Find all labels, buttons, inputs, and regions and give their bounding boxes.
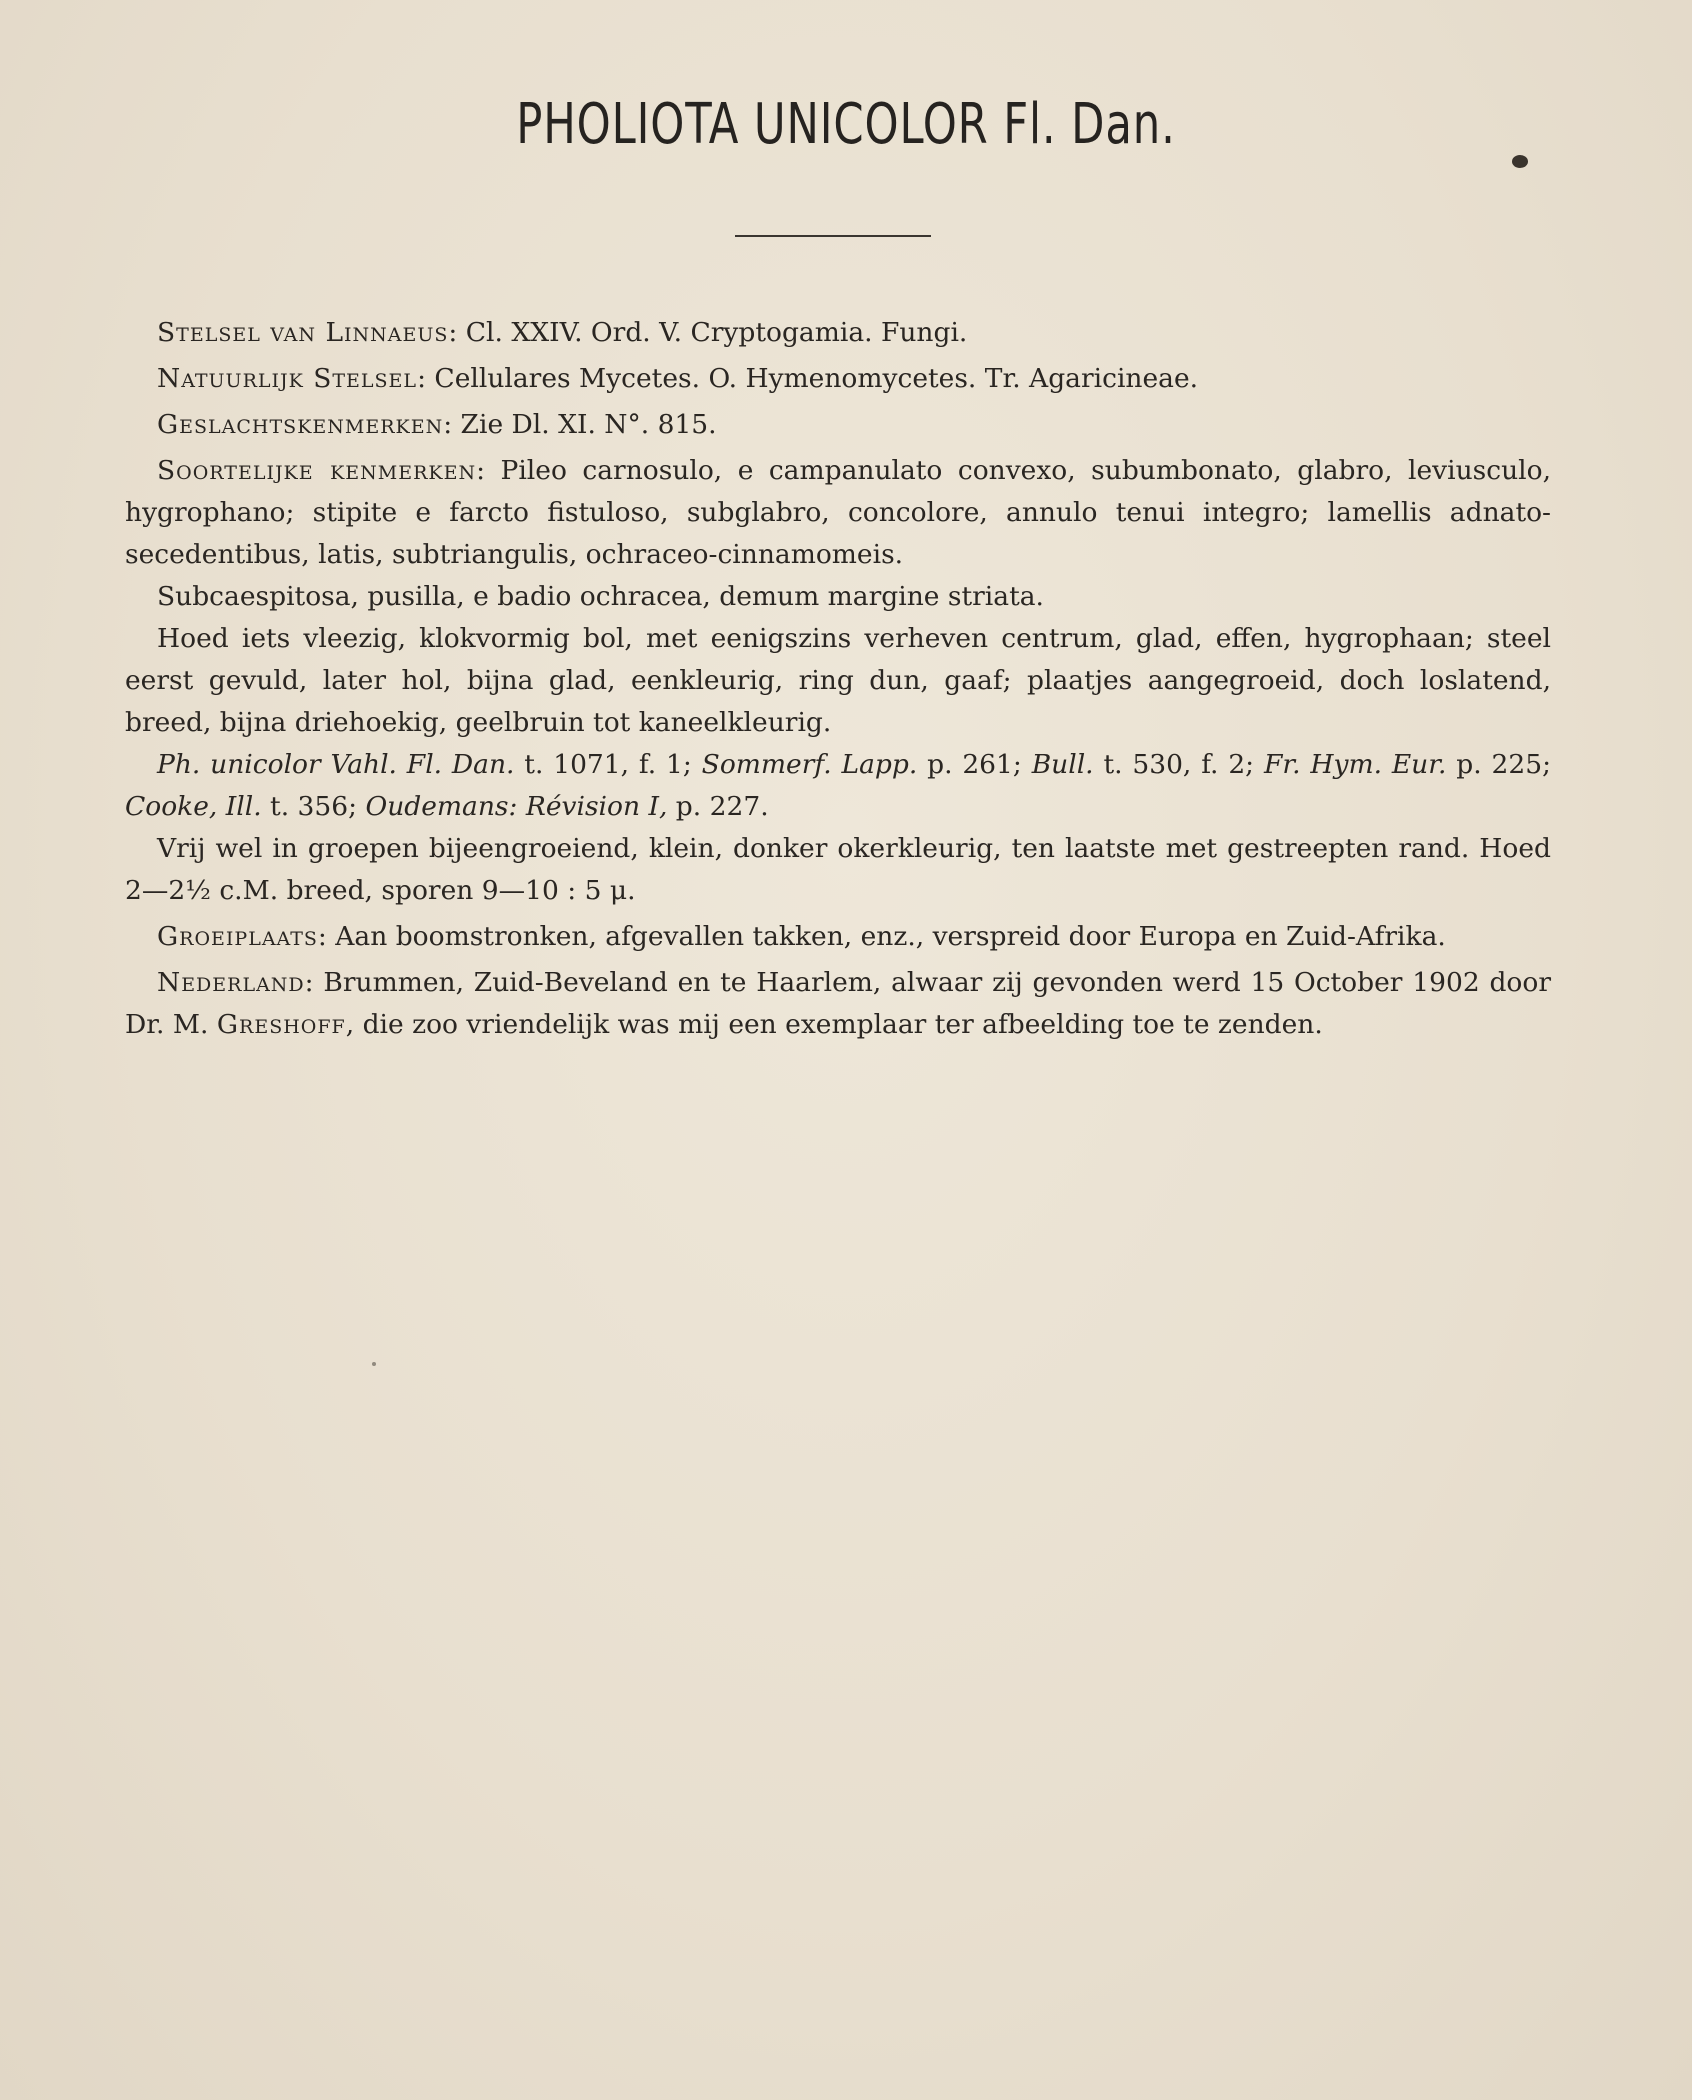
paragraph-habitat <box>125 916 1551 958</box>
paragraph-dutch-description: Hoed iets vleezig, klokvormig bol, met eenigszins verheven centrum, glad, effen, hygrophaan; steel eerst gevuld, later hol, bijna glad, eenkleurig, ring dun, gaaf; plaatjes aangegroeid, doch loslatend, breed, bijna driehoekig, geelbruin tot kaneelkleurig. <box>125 623 1551 738</box>
title-divider <box>735 235 931 237</box>
ref-oudemans-page: p. 227. <box>667 791 769 822</box>
paragraph-references <box>125 744 1551 828</box>
label-linnaeus: Stelsel van Linnaeus <box>157 317 449 348</box>
text-habitat: : Aan boomstronken, afgevallen takken, enz., verspreid door Europa en Zuid-Afrika. <box>317 921 1446 952</box>
name-greshoff: Greshoff <box>216 1009 346 1040</box>
ref-sommerfelt: Sommerf. Lapp. <box>701 749 918 780</box>
text-species: : Pileo carnosulo, e campanulato convexo, subumbonato, glabro, leviusculo, hygrophano; stipite e farcto fistuloso, subglabro, concolore, annulo tenui integro; lamellis adnato-secedentibus, latis, subtriangulis, ochraceo-cinnamomeis. <box>125 455 1551 570</box>
ref-fries-page: p. 225; <box>1446 749 1551 780</box>
paragraph-dutch-note: Vrij wel in groepen bijeengroeiend, klein, donker okerkleurig, ten laatste met gestreepten rand. Hoed 2—2½ c.M. breed, sporen 9—10 : 5 μ. <box>125 833 1551 906</box>
text-genus: : Zie Dl. XI. N°. 815. <box>443 409 717 440</box>
ref-vahl: Ph. unicolor Vahl. Fl. Dan. <box>157 749 515 780</box>
ref-sommerfelt-page: p. 261; <box>917 749 1032 780</box>
label-natural-system: Natuurlijk Stelsel <box>157 363 418 394</box>
ink-speck <box>372 1362 376 1366</box>
ref-bulliard-page: t. 530, f. 2; <box>1093 749 1264 780</box>
ink-speck <box>1512 155 1528 168</box>
ref-cooke-page: t. 356; <box>261 791 366 822</box>
label-species: Soortelijke kenmerken <box>157 455 477 486</box>
text-linnaeus: : Cl. XXIV. Ord. V. Cryptogamia. Fungi. <box>448 317 968 348</box>
ref-fries: Fr. Hym. Eur. <box>1263 749 1447 780</box>
paragraph-genus <box>125 404 1551 446</box>
text-netherlands-1: : Brummen, Zuid-Beveland en te Haarlem, alwaar zij gevonden werd 15 October 1902 door Dr. M. <box>125 967 1551 1040</box>
label-genus: Geslachtskenmerken <box>157 409 444 440</box>
ref-oudemans: Oudemans: Révision I, <box>365 791 668 822</box>
text-natural-system: : Cellulares Mycetes. O. Hymenomycetes. Tr. Agaricineae. <box>417 363 1199 394</box>
label-netherlands: Nederland <box>157 967 305 998</box>
paragraph-latin-note: Subcaespitosa, pusilla, e badio ochracea, demum margine striata. <box>157 581 1044 612</box>
paragraph-species <box>125 450 1551 576</box>
paragraph-linnaeus <box>125 312 1551 354</box>
ref-bulliard: Bull. <box>1031 749 1094 780</box>
body-text <box>125 312 1551 1046</box>
ref-vahl-page: t. 1071, f. 1; <box>514 749 702 780</box>
text-netherlands-2: , die zoo vriendelijk was mij een exemplaar ter afbeelding toe te zenden. <box>345 1009 1323 1040</box>
paragraph-netherlands <box>125 962 1551 1046</box>
label-habitat: Groeiplaats <box>157 921 318 952</box>
paragraph-natural-system <box>125 358 1551 400</box>
page-title: PHOLIOTA UNICOLOR Fl. Dan. <box>516 92 1176 157</box>
ref-cooke: Cooke, Ill. <box>125 791 262 822</box>
